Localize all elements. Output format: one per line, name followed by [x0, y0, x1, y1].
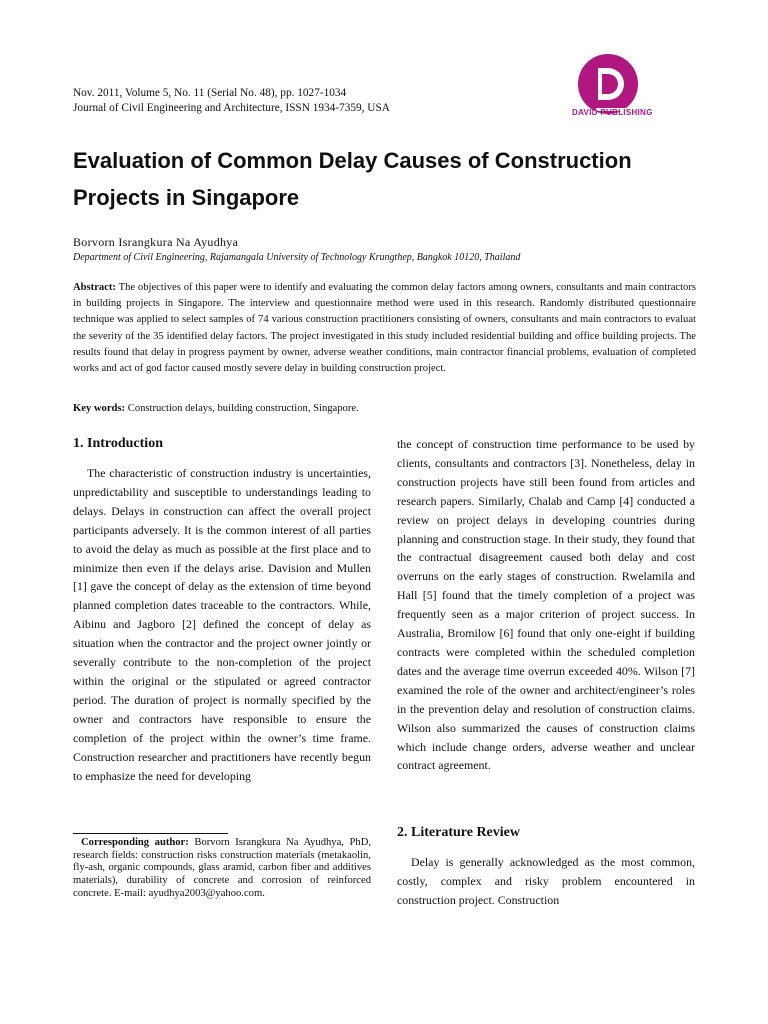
keywords-label: Key words:: [73, 403, 126, 414]
keywords: [73, 403, 359, 414]
logo-text: DAVID PUBLISHING: [572, 108, 653, 117]
introduction-left-column: The characteristic of construction industry is uncertainties, unpredictability and susceptible to understandings leading to delays. Delays in construction can affect the overall project participants adversely. It is the common interest of all parties to avoid the delay as much as possible at the first place and to minimize then even if the delays arise. Davision and Mullen [1] gave the concept of delay as the extension of time beyond planned completion dates traceable to the contractors. While, Aibinu and Jagboro [2] defined the concept of delay as situation when the contractor and the project owner jointly or severally contribute to the non-completion of the project within the original or the stipulated or agreed contractor period. The duration of project is normally specified by the owner and contractors have responsible to ensure the completion of the project within the owner’s time frame. Construction researcher and practitioners have recently begun to emphasize the need for developing: [73, 466, 371, 783]
keywords-text: Construction delays, building construction, Singapore.: [127, 403, 359, 414]
author-name: Borvorn Israngkura Na Ayudhya: [73, 235, 239, 249]
abstract: [73, 280, 696, 377]
citation-line: Nov. 2011, Volume 5, No. 11 (Serial No. 48), pp. 1027-1034: [73, 87, 347, 99]
abstract-label: Abstract:: [73, 282, 116, 293]
literature-review-text: Delay is generally acknowledged as the most common, costly, complex and risky problem encountered in construction project. Construction: [397, 855, 695, 907]
footnote-divider: [73, 833, 228, 834]
abstract-text: The objectives of this paper were to identify and evaluating the common delay factors among owners, consultants and main contractors in building projects in Singapore. The interview and questionnaire method were used in this research. Randomly distributed questionnaire technique was applied to select samples of 74 various construction practitioners consisting of owners, consultants and main contractors to evaluat the severity of the 35 identified delay factors. The project investigated in this study included residential building and office building projects. The results found that delay in progress payment by owner, adverse weather conditions, main contractor financial problems, evaluation of completed works and act of god factor caused mostly severe delay in building construction project.: [73, 282, 696, 375]
introduction-right-column: the concept of construction time performance to be used by clients, consultants and contractors [3]. Nonetheless, delay in construction projects have still been found from articles and research papers. Similarly, Chalab and Camp [4] conducted a review on project delays in developing countries during planning and construction stage. In their study, they found that the contractual disagreement caused both delay and cost overruns on the early stages of construction. Rwelamila and Hall [5] found that the timely completion of a project was frequently seen as a major criterion of project success. In Australia, Bromilow [6] found that only one-eight if building contracts were completed within the scheduled completion dates and the average time overrun exceeded 40%. Wilson [7] examined the role of the owner and architect/engineer’s roles in the prevention delay and resolution of construction claims. Wilson also summarized the causes of construction claims which include change orders, adverse weather and unclear contract agreement.: [397, 437, 695, 773]
literature-review-heading: 2. Literature Review: [397, 825, 520, 840]
author-affiliation: Department of Civil Engineering, Rajamangala University of Technology Krungthep, Bangkok 10120, Thailand: [73, 252, 521, 263]
footnote-label: Corresponding author:: [81, 837, 189, 848]
footnote-text: Borvorn Israngkura Na Ayudhya, PhD, research fields: construction risks construction materials (metakaolin, fly-ash, organic compounds, glass aramid, carbon fiber and additives materials), durability of concrete and corrosion of reinforced concrete. E-mail: ayudhya2003@yahoo.com.: [73, 837, 372, 899]
journal-header: [73, 86, 390, 116]
paper-title: Evaluation of Common Delay Causes of Construction Projects in Singapore: [73, 148, 632, 210]
publisher-logo: [560, 52, 710, 122]
introduction-heading: 1. Introduction: [73, 436, 163, 451]
journal-line: Journal of Civil Engineering and Architecture, ISSN 1934-7359, USA: [73, 102, 390, 114]
corresponding-author-footnote: [73, 837, 371, 901]
